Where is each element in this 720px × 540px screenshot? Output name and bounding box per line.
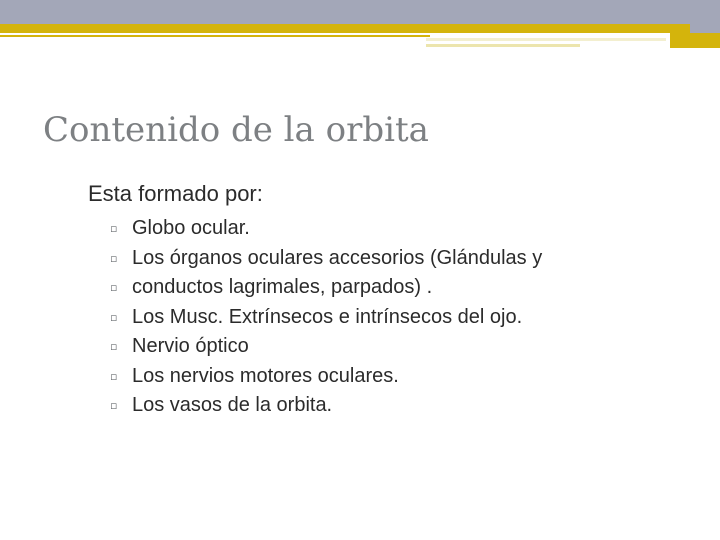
decorative-bar-light — [426, 38, 666, 41]
list-item — [110, 362, 542, 392]
list-item-text: Los vasos de la orbita. — [132, 394, 333, 417]
list-item-text: Los órganos oculares accesorios (Glándulas y — [132, 246, 543, 269]
list-item — [110, 214, 542, 244]
header-gold-thin-line — [0, 35, 430, 37]
list-item — [110, 244, 542, 274]
list-item-text: Los nervios motores oculares. — [132, 364, 399, 387]
list-item-text: Los Musc. Extrínsecos e intrínsecos del ojo. — [132, 305, 523, 328]
square-bullet-icon: ▫ — [110, 340, 118, 354]
list-item-text: conductos lagrimales, parpados) . — [132, 276, 433, 299]
slide-title: Contenido de la orbita — [43, 110, 429, 150]
intro-text: Esta formado por: — [88, 181, 263, 206]
square-bullet-icon: ▫ — [110, 310, 118, 324]
square-bullet-icon: ▫ — [110, 222, 118, 236]
header-gold-band — [0, 24, 720, 33]
square-bullet-icon: ▫ — [110, 251, 118, 265]
list-item — [110, 273, 542, 303]
list-item — [110, 332, 542, 362]
square-bullet-icon: ▫ — [110, 399, 118, 413]
square-bullet-icon: ▫ — [110, 369, 118, 383]
header-grey-band — [0, 0, 720, 24]
list-item-text: Nervio óptico — [132, 335, 249, 358]
content-list — [110, 214, 542, 421]
square-bullet-icon: ▫ — [110, 281, 118, 295]
list-item — [110, 391, 542, 421]
list-item — [110, 303, 542, 333]
decorative-bar-medium — [426, 44, 580, 47]
corner-gold-block — [670, 33, 720, 48]
list-item-text: Globo ocular. — [132, 217, 250, 240]
